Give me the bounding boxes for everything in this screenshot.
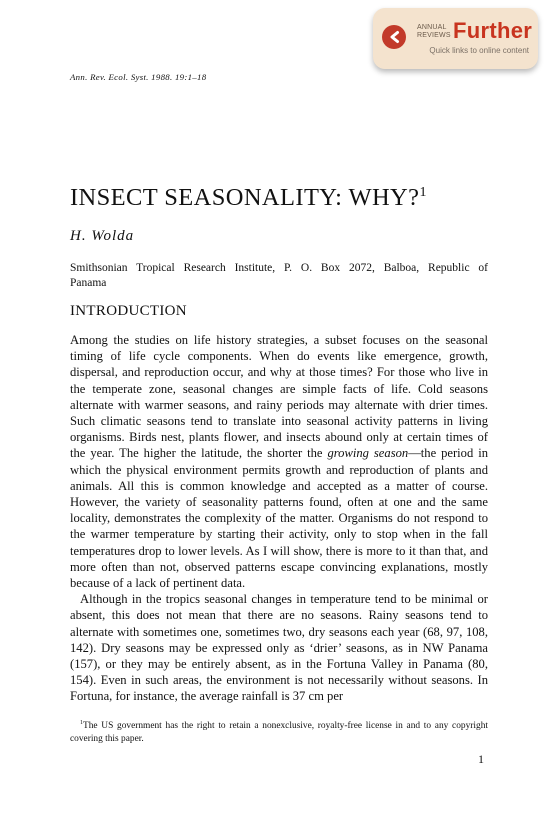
annual-reviews-logo-icon bbox=[382, 25, 406, 49]
footnote bbox=[70, 717, 488, 746]
annual-label: ANNUAL bbox=[417, 24, 447, 31]
article-title bbox=[70, 178, 427, 213]
journal-reference: Ann. Rev. Ecol. Syst. 1988. 19:1–18 bbox=[70, 72, 207, 82]
growing-season-emphasis: growing season bbox=[327, 446, 409, 461]
title-footnote-mark[interactable]: 1 bbox=[419, 185, 427, 200]
footnote-mark: 1 bbox=[80, 720, 83, 726]
author-affiliation-line2: Panama bbox=[70, 277, 107, 289]
author-name: H. Wolda bbox=[70, 228, 135, 244]
page-number: 1 bbox=[478, 752, 484, 766]
paragraph-2: Although in the tropics seasonal changes in temperature tend to be minimal or absent, this does not mean that there are no seasons. Rainy seasons tend to alternate with sometimes one, sometimes two, dry seasons each year (68, 97, 108, 142). Dry seasons may be expressed only as ‘drier’ seasons, as in NW Panama (157), or they may be entirely absent, as in the Fortuna Valley in Panama (80, 154). Even in such areas, the environment is not necessarily without seasons. In Fortuna, for instance, the average rainfall is 37 cm per bbox=[70, 592, 488, 704]
further-title[interactable]: Further bbox=[453, 18, 533, 43]
further-banner[interactable] bbox=[373, 8, 538, 69]
paragraph-1-part-a: Among the studies on life history strategies, a subset focuses on the seasonal timing of life cycle components. When do events like emergence, growth, dispersal, and reproduction occur, and why at those times? For those who live in the temperate zone, seasonal changes are simple facts of life. Cold seasons alternate with warmer seasons, and rainy periods may alternate with drier times. Such climatic seasons tend to translate into seasonal activity patterns in living organisms. Birds nest, plants flower, and insects abound only at certain times of the year. The higher the latitude, the shorter the bbox=[70, 333, 488, 461]
reviews-label: REVIEWS bbox=[417, 32, 451, 39]
paragraph-1-part-b: —the period in which the physical environment permits growth and reproduction of plants and animals. All this is common knowledge and accepted as a matter of course. However, the variety of seasonality patterns found, often at one and the same locality, demonstrates the complexity of the matter. Organisms do not respond to the warmer temperature by starting their activity, only to stop when in the fall temperatures drop to lower levels. As I will show, there is more to it than that, and more often than not, observed patterns escape convincing explanations, mostly because of a lack of pertinent data. bbox=[70, 446, 488, 591]
section-heading-introduction: INTRODUCTION bbox=[70, 303, 187, 319]
further-subtitle: Quick links to online content bbox=[429, 46, 529, 55]
introduction-body bbox=[70, 332, 488, 705]
author-affiliation-line1: Smithsonian Tropical Research Institute, P. O. Box 2072, Balboa, Republic of bbox=[70, 262, 488, 274]
paragraph-1 bbox=[70, 332, 488, 591]
footnote-text: The US government has the right to retain a nonexclusive, royalty-free license in and to any copyright covering this paper. bbox=[70, 721, 488, 744]
article-title-text: INSECT SEASONALITY: WHY? bbox=[70, 184, 420, 211]
